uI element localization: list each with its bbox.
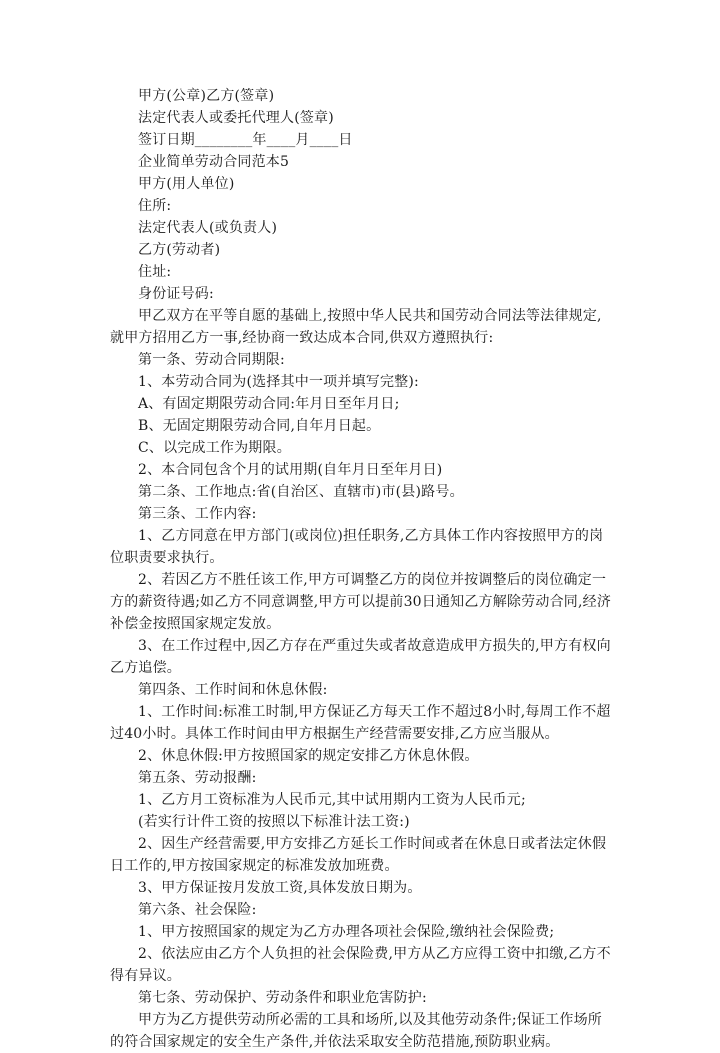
party-a-label: 甲方(用人单位)	[138, 176, 235, 192]
article-5-clause-1: 1、乙方月工资标准为人民币元,其中试用期内工资为人民币元;	[138, 792, 526, 808]
party-a-representative: 法定代表人(或负责人)	[138, 220, 278, 236]
document-body	[110, 85, 612, 1053]
article-6-clause-1: 1、甲方按照国家的规定为乙方办理各项社会保险,缴纳社会保险费;	[138, 924, 555, 940]
article-1-option-a: A、有固定期限劳动合同:年月日至年月日;	[138, 396, 400, 412]
article-3-heading: 第三条、工作内容:	[138, 506, 257, 522]
article-2-heading: 第二条、工作地点:省(自治区、直辖市)市(县)路号。	[138, 484, 464, 500]
article-7-heading: 第七条、劳动保护、劳动条件和职业危害防护:	[138, 990, 427, 1006]
article-6-clause-2: 2、依法应由乙方个人负担的社会保险费,甲方从乙方应得工资中扣缴,乙方不得有异议。	[110, 946, 611, 984]
article-4-clause-2: 2、休息休假:甲方按照国家的规定安排乙方休息休假。	[138, 748, 479, 764]
signature-line-representative: 法定代表人或委托代理人(签章)	[138, 110, 334, 126]
article-1-heading: 第一条、劳动合同期限:	[138, 352, 285, 368]
party-b-id-number: 身份证号码:	[138, 286, 214, 302]
article-4-heading: 第四条、工作时间和休息休假:	[138, 682, 328, 698]
article-6-heading: 第六条、社会保险:	[138, 902, 257, 918]
article-1-option-b: B、无固定期限劳动合同,自年月日起。	[138, 418, 381, 434]
article-3-clause-2: 2、若因乙方不胜任该工作,甲方可调整乙方的岗位并按调整后的岗位确定一方的薪资待遇;如乙方不同意调整,甲方可以提前30日通知乙方解除劳动合同,经济补偿金按照国家规定发放。	[110, 572, 612, 632]
article-1-clause-2: 2、本合同包含个月的试用期(自年月日至年月日)	[138, 462, 443, 478]
article-5-heading: 第五条、劳动报酬:	[138, 770, 257, 786]
article-1-option-c: C、以完成工作为期限。	[138, 440, 291, 456]
signature-line-party-a-b: 甲方(公章)乙方(签章)	[138, 88, 275, 104]
article-3-clause-1: 1、乙方同意在甲方部门(或岗位)担任职务,乙方具体工作内容按照甲方的岗位职责要求执行。	[110, 528, 604, 566]
article-5-clause-2: 2、因生产经营需要,甲方安排乙方延长工作时间或者在休息日或者法定休假日工作的,甲方按国家规定的标准发放加班费。	[110, 836, 607, 874]
signing-date-line: 签订日期________年____月____日	[138, 132, 353, 148]
party-b-label: 乙方(劳动者)	[138, 242, 221, 258]
contract-title: 企业简单劳动合同范本5	[138, 154, 290, 170]
preamble-paragraph: 甲乙双方在平等自愿的基础上,按照中华人民共和国劳动合同法等法律规定,就甲方招用乙方一事,经协商一致达成本合同,供双方遵照执行:	[110, 308, 602, 346]
party-b-address: 住址:	[138, 264, 172, 280]
article-5-piecework-note: (若实行计件工资的按照以下标准计法工资:)	[138, 814, 410, 830]
article-1-clause-1: 1、本劳动合同为(选择其中一项并填写完整):	[138, 374, 419, 390]
article-7-paragraph: 甲方为乙方提供劳动所必需的工具和场所,以及其他劳动条件;保证工作场所的符合国家规定的安全生产条件,并依法采取安全防范措施,预防职业病。	[110, 1012, 602, 1050]
article-3-clause-3: 3、在工作过程中,因乙方存在严重过失或者故意造成甲方损失的,甲方有权向乙方追偿。	[110, 638, 611, 676]
article-5-clause-3: 3、甲方保证按月发放工资,具体发放日期为。	[138, 880, 422, 896]
party-a-address: 住所:	[138, 198, 172, 214]
article-4-clause-1: 1、工作时间:标准工时制,甲方保证乙方每天工作不超过8小时,每周工作不超过40小时。具体工作时间由甲方根据生产经营需要安排,乙方应当服从。	[110, 704, 611, 742]
